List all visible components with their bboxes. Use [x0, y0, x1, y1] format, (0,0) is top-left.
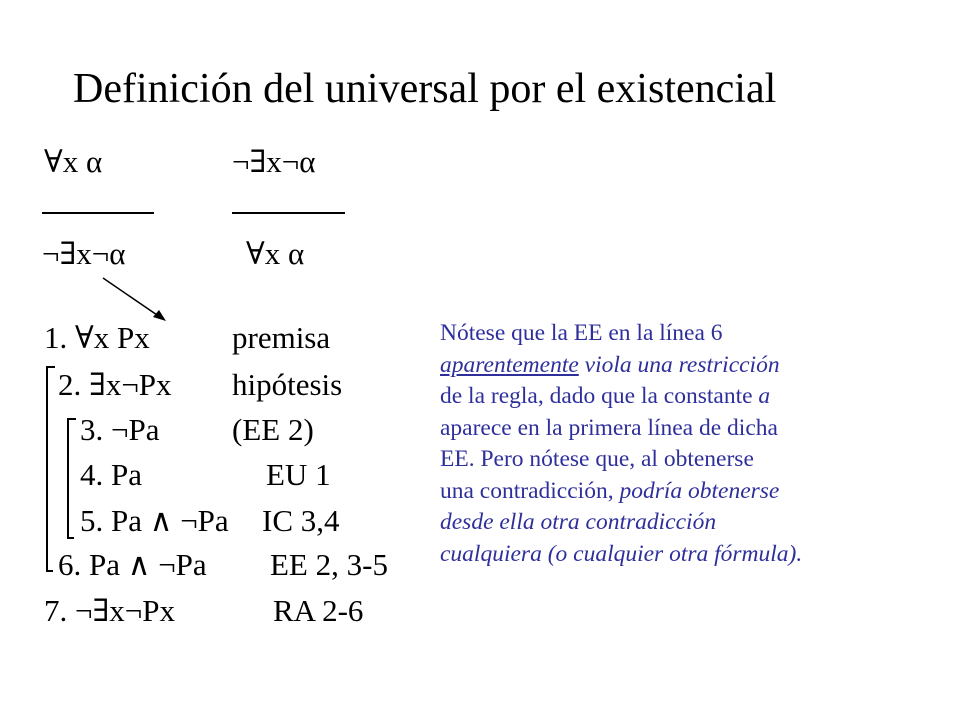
formula: ∃x¬Px [89, 367, 172, 402]
justification-3: (EE 2) [232, 412, 314, 447]
justification-7: RA 2-6 [273, 593, 364, 628]
right-rule-premise: ¬∃x¬α [232, 144, 316, 179]
right-rule-conclusion: ∀x α [246, 236, 305, 271]
formula: Pa ∧ ¬Pa [89, 547, 207, 582]
note-line [440, 381, 940, 413]
justification-6: EE 2, 3-5 [270, 547, 388, 582]
note-italic-text: desde ella otra contradicción [440, 509, 717, 535]
note-line: aparece en la primera línea de dicha [440, 414, 778, 441]
note-text: una contradicción, [440, 477, 620, 504]
left-rule-premise: ∀x α [44, 144, 103, 179]
proof-line-3 [80, 414, 159, 445]
note-italic-text: viola una restricción [578, 351, 780, 378]
hypothesis-bracket-outer [46, 366, 55, 572]
underlined-word: aparentemente [440, 351, 579, 378]
hypothesis-bracket-inner-end [67, 527, 74, 539]
left-rule-line [42, 212, 154, 214]
justification-4: EU 1 [266, 457, 331, 492]
hypothesis-bracket-outer-end [46, 560, 53, 572]
formula: ∀x Px [75, 320, 150, 355]
proof-line-4 [80, 459, 142, 490]
line-number: 5. [80, 503, 111, 538]
hypothesis-bracket-inner [67, 418, 76, 539]
note-line [440, 350, 940, 382]
line-number: 1. [44, 320, 75, 355]
note-text: de la regla, dado que la constante [440, 383, 759, 409]
explanation-note [440, 318, 940, 570]
note-italic-text: cualquiera (o cualquier otra fórmula). [440, 540, 803, 567]
line-number: 4. [80, 457, 111, 492]
left-rule-conclusion: ¬∃x¬α [42, 236, 126, 271]
formula: ¬∃x¬Px [75, 593, 176, 628]
right-rule-line [232, 212, 345, 214]
note-line [440, 539, 940, 571]
line-number: 3. [80, 412, 111, 447]
slide-title: Definición del universal por el existencial [73, 66, 777, 112]
constant-a: a [758, 383, 771, 409]
note-line: Nótese que la EE en la línea 6 [440, 320, 723, 346]
formula: ¬Pa [111, 412, 160, 447]
proof-line-7 [44, 595, 175, 626]
proof-line-6 [58, 549, 207, 580]
proof-line-1 [44, 322, 150, 353]
line-number: 6. [58, 547, 89, 582]
proof-line-5 [80, 505, 229, 536]
note-line [440, 507, 940, 539]
arrow-icon [100, 275, 170, 325]
note-line [440, 476, 940, 508]
formula: Pa [111, 457, 142, 492]
formula: Pa ∧ ¬Pa [111, 503, 229, 538]
line-number: 2. [58, 367, 89, 402]
note-line: EE. Pero nótese que, al obtenerse [440, 446, 754, 472]
justification-2: hipótesis [232, 367, 343, 402]
justification-1: premisa [232, 320, 331, 355]
justification-5: IC 3,4 [262, 503, 340, 538]
proof-line-2 [58, 369, 172, 400]
note-italic-text: podría obtenerse [619, 477, 780, 504]
line-number: 7. [44, 593, 75, 628]
